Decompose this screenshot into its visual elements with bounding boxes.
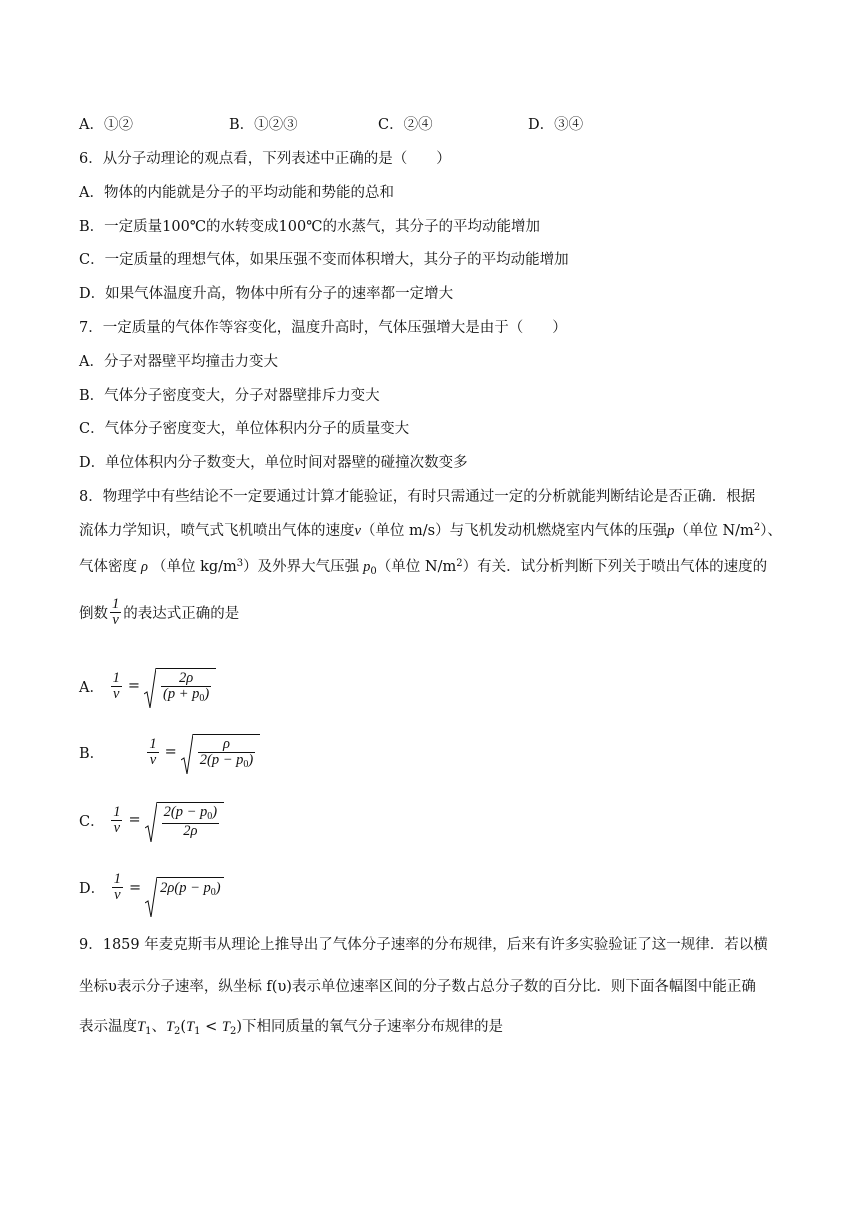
q6-option-d: D．如果气体温度升高，物体中所有分子的速率都一定增大 [79, 286, 454, 302]
q5-option-a: A．①② [79, 117, 133, 133]
q8-line-2: 流体力学知识，喷气式飞机喷出气体的速度v（单位 m/s）与飞机发动机燃烧室内气体的压强p（单位 $N/m^2$）、 [79, 522, 782, 539]
q8-line-3: 气体密度 ρ （单位 $kg/m^3$）及外界大气压强 $p_0$（单位 $N/m^2$）有关．试分析判断下列关于喷出气体的速度的 [79, 558, 768, 577]
q6-stem: 6．从分子动理论的观点看，下列表述中正确的是（ ） [79, 151, 451, 167]
sqrt-radical: $\frac{2\rho}{(p + p_0)}$ [144, 668, 216, 705]
q6-option-c: C．一定质量的理想气体，如果压强不变而体积增大，其分子的平均动能增加 [79, 252, 569, 268]
q5-option-c: C．②④ [378, 117, 433, 133]
q8-line-1: 8．物理学中有些结论不一定要通过计算才能验证，有时只需通过一定的分析就能判断结论是否正确．根据 [79, 489, 756, 505]
symbol-p0: p [363, 559, 371, 575]
radical-sign-icon [144, 668, 156, 708]
q7-option-d: D．单位体积内分子数变大，单位时间对器壁的碰撞次数变多 [79, 455, 468, 471]
radical-sign-icon [145, 802, 157, 842]
q8-line-4: 倒数 $\frac{1}{v}$ 的表达式正确的是 [79, 596, 240, 629]
q5-option-d: D．③④ [528, 117, 584, 133]
q7-stem: 7．一定质量的气体作等容变化，温度升高时，气体压强增大是由于（ ） [79, 320, 567, 336]
fraction-one-over-v: $\frac{1}{v}$ [112, 596, 120, 629]
q8-option-b: B． $\frac{1}{v}$ = $\frac{\rho}{2(p - p_0)}$ [79, 734, 260, 771]
q6-option-b: B．一定质量100℃的水转变成100℃的水蒸气，其分子的平均动能增加 [79, 219, 540, 235]
q8-option-a: A． $\frac{1}{v}$ = $\frac{2\rho}{(p + p_0)}$ [79, 668, 216, 705]
radical-sign-icon [145, 877, 157, 917]
q8-option-d: D． $\frac{1}{v}$ = $2\rho(p - p_0)$ [79, 872, 224, 903]
q8-option-c: C． $\frac{1}{v}$ = $\frac{2(p - p_0)}{2\rho}$ [79, 802, 224, 839]
symbol-rho: ρ [141, 559, 148, 575]
symbol-v: v [354, 523, 361, 539]
q7-option-c: C．气体分子密度变大，单位体积内分子的质量变大 [79, 421, 410, 437]
q7-option-a: A．分子对器壁平均撞击力变大 [79, 354, 278, 370]
q9-line-3: 表示温度$T_1$、$T_2(T_1 < T_2)$下相同质量的氧气分子速率分布规律的是 [79, 1019, 504, 1037]
q5-option-b: B．①②③ [229, 117, 298, 133]
q6-option-a: A．物体的内能就是分子的平均动能和势能的总和 [79, 185, 394, 201]
q9-line-2: 坐标υ表示分子速率，纵坐标 f(υ)表示单位速率区间的分子数占总分子数的百分比．则下面各幅图中能正确 [79, 979, 756, 995]
symbol-p: p [667, 523, 675, 539]
q7-option-b: B．气体分子密度变大，分子对器壁排斥力变大 [79, 388, 380, 404]
radical-sign-icon [181, 734, 193, 774]
q9-line-1: 9．1859 年麦克斯韦从理论上推导出了气体分子速率的分布规律，后来有许多实验验证了这一规律．若以横 [79, 937, 768, 953]
